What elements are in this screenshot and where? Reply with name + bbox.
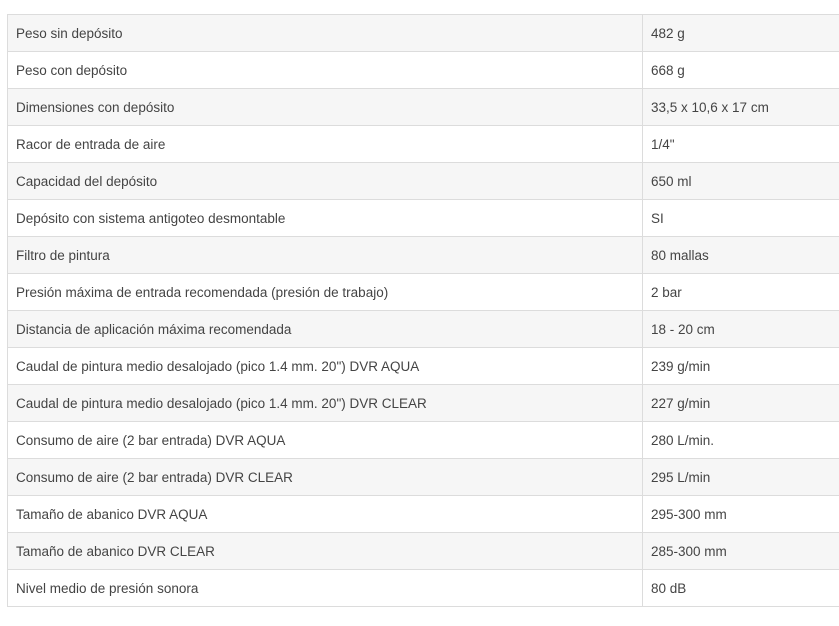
spec-value: SI: [643, 200, 839, 237]
table-row: [8, 52, 839, 89]
table-row: [8, 311, 839, 348]
spec-label: Depósito con sistema antigoteo desmontable: [8, 200, 643, 237]
table-row: [8, 496, 839, 533]
spec-label: Consumo de aire (2 bar entrada) DVR AQUA: [8, 422, 643, 459]
table-row: [8, 89, 839, 126]
spec-value: 280 L/min.: [643, 422, 839, 459]
spec-label: Caudal de pintura medio desalojado (pico 1.4 mm. 20") DVR CLEAR: [8, 385, 643, 422]
spec-value: 482 g: [643, 15, 839, 52]
spec-label: Dimensiones con depósito: [8, 89, 643, 126]
table-row: [8, 274, 839, 311]
spec-label: Tamaño de abanico DVR CLEAR: [8, 533, 643, 570]
spec-value: 33,5 x 10,6 x 17 cm: [643, 89, 839, 126]
spec-label: Consumo de aire (2 bar entrada) DVR CLEAR: [8, 459, 643, 496]
table-row: [8, 459, 839, 496]
spec-table: [7, 14, 839, 607]
spec-label: Racor de entrada de aire: [8, 126, 643, 163]
table-row: [8, 570, 839, 607]
table-row: [8, 200, 839, 237]
spec-value: 239 g/min: [643, 348, 839, 385]
table-row: [8, 422, 839, 459]
spec-label: Peso con depósito: [8, 52, 643, 89]
spec-value: 18 - 20 cm: [643, 311, 839, 348]
spec-value: 227 g/min: [643, 385, 839, 422]
spec-label: Presión máxima de entrada recomendada (presión de trabajo): [8, 274, 643, 311]
table-row: [8, 385, 839, 422]
spec-label: Distancia de aplicación máxima recomendada: [8, 311, 643, 348]
table-row: [8, 163, 839, 200]
spec-label: Capacidad del depósito: [8, 163, 643, 200]
spec-label: Filtro de pintura: [8, 237, 643, 274]
spec-value: 668 g: [643, 52, 839, 89]
spec-value: 80 mallas: [643, 237, 839, 274]
spec-value: 650 ml: [643, 163, 839, 200]
spec-value: 295 L/min: [643, 459, 839, 496]
spec-label: Caudal de pintura medio desalojado (pico 1.4 mm. 20") DVR AQUA: [8, 348, 643, 385]
spec-value: 80 dB: [643, 570, 839, 607]
spec-value: 285-300 mm: [643, 533, 839, 570]
spec-value: 295-300 mm: [643, 496, 839, 533]
table-row: [8, 237, 839, 274]
spec-table-body: [8, 15, 839, 607]
table-row: [8, 15, 839, 52]
table-row: [8, 126, 839, 163]
spec-label: Peso sin depósito: [8, 15, 643, 52]
spec-value: 1/4": [643, 126, 839, 163]
spec-label: Nivel medio de presión sonora: [8, 570, 643, 607]
spec-value: 2 bar: [643, 274, 839, 311]
table-row: [8, 348, 839, 385]
table-row: [8, 533, 839, 570]
spec-label: Tamaño de abanico DVR AQUA: [8, 496, 643, 533]
